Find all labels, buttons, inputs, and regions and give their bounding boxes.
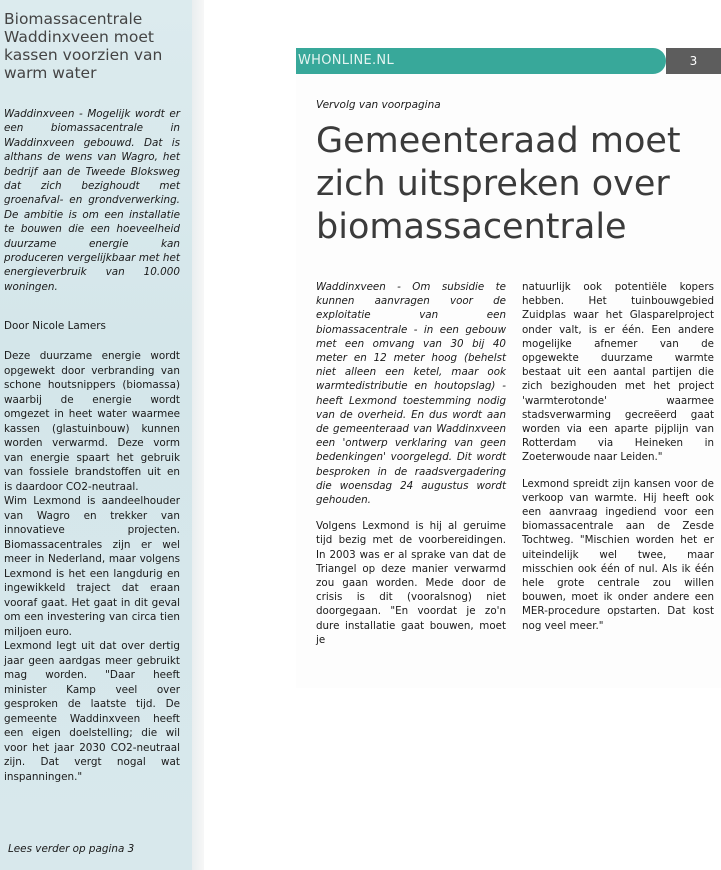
scan-gutter xyxy=(192,0,204,870)
sidebar-headline: Biomassacentrale Waddinxveen moet kassen voorzien van warm water xyxy=(4,10,163,82)
continued-note: Lees verder op pagina 3 xyxy=(8,843,135,855)
right-column xyxy=(522,280,714,633)
sidebar-paragraph: Wim Lexmond is aandeelhouder van Wagro en trekker van innovatieve projecten. Biomassacentrales zijn er wel meer in Nederland, maar volgens Lexmond is het een langdurig en ingewikkeld traject dat eraan vooraf gaat. Het gaat in dit geval om een investering van circa tien miljoen euro. xyxy=(4,495,180,638)
sidebar-paragraph: Deze duurzame energie wordt opgewekt door verbranding van schone houtsnippers (biomassa) waarbij de energie wordt omgezet in heet water waarmee kassen (glastuinbouw) kunnen worden verwarmd. Deze vorm van energie spaart het gebruik van fossiele brandstoffen uit en is daardoor CO2-neutraal. xyxy=(4,350,180,493)
site-header-band xyxy=(296,48,666,74)
body-paragraph: Volgens Lexmond is hij al geruime tijd bezig met de voorbereidingen. In 2003 was er al sprake van dat de Triangel op deze manier verwarmd zou gaan worden. Mede door de crisis is dit (vooralsnog) niet doorgegaan. "En voordat je zo'n dure installatie gaat bouwen, moet je xyxy=(316,520,506,646)
sidebar-paragraph: Lexmond legt uit dat over dertig jaar geen aardgas meer gebruikt mag worden. "Daar heeft minister Kamp veel over gesproken de laatste tijd. De gemeente Waddinxveen heeft een eigen doelstelling; die wil voor het jaar 2030 CO2-neutraal zijn. Dat vergt nogal wat inspanningen." xyxy=(4,640,180,783)
body-paragraph: natuurlijk ook potentiële kopers hebben. Het tuinbouwgebied Zuidplas waar het Glasparelproject onder valt, is er één. Een andere mogelijke afnemer van de opgewekte duurzame warmte bestaat uit een aantal partijen die zich bezighouden met het project 'warmterotonde' waarmee stadsverwarming gecreëerd gaat worden via een aparte pijplijn van Rotterdam via Heineken in Zoeterwoude naar Leiden." xyxy=(522,281,714,464)
sidebar-article-clipping xyxy=(0,0,192,870)
body-paragraph: Lexmond spreidt zijn kansen voor de verkoop van warmte. Hij heeft ook een aanvraag ingediend voor een biomassacentrale aan de Zesde Tochtweg. "Mischien worden het er uiteindelijk wel twee, maar misschien ook één of nul. Als ik één hele grote centrale zou willen bouwen, moet ik onder andere een MER-procedure opstarten. Dat kost nog veel meer." xyxy=(522,477,714,632)
lead-paragraph: Waddinxveen - Om subsidie te kunnen aanvragen voor de exploitatie van een biomassacentrale - in een gebouw met een omvang van 30 bij 40 meter en 12 meter hoog (behelst niet alleen een ketel, maar ook warmtedistributie en houtopslag) - heeft Lexmond toestemming nodig van de overheid. En dus wordt aan de gemeenteraad van Waddinxveen een 'ontwerp verklaring van geen bedenkingen' voorgelegd. Dit wordt besproken in de raadsvergadering die woensdag 24 augustus wordt gehouden. xyxy=(316,281,506,507)
main-article-clipping xyxy=(296,48,721,688)
page-number: 3 xyxy=(666,48,721,74)
headline: Gemeenteraad moet zich uitspreken over biomassacentrale xyxy=(316,121,681,247)
site-name: WHONLINE.NL xyxy=(298,53,395,68)
byline: Door Nicole Lamers xyxy=(4,320,106,332)
sidebar-body xyxy=(4,349,180,784)
kicker: Vervolg van voorpagina xyxy=(316,99,441,111)
sidebar-intro: Waddinxveen - Mogelijk wordt er een biomassacentrale in Waddinxveen gebouwd. Dat is althans de wens van Wagro, het bedrijf aan de Tweede Bloksweg dat zich bezighoudt met groenafval- en grondverwerking. De ambitie is om een installatie te bouwen die een hoeveelheid duurzame energie kan produceren vergelijkbaar met het energieverbruik van 10.000 woningen. xyxy=(4,108,180,293)
left-column xyxy=(316,280,506,647)
